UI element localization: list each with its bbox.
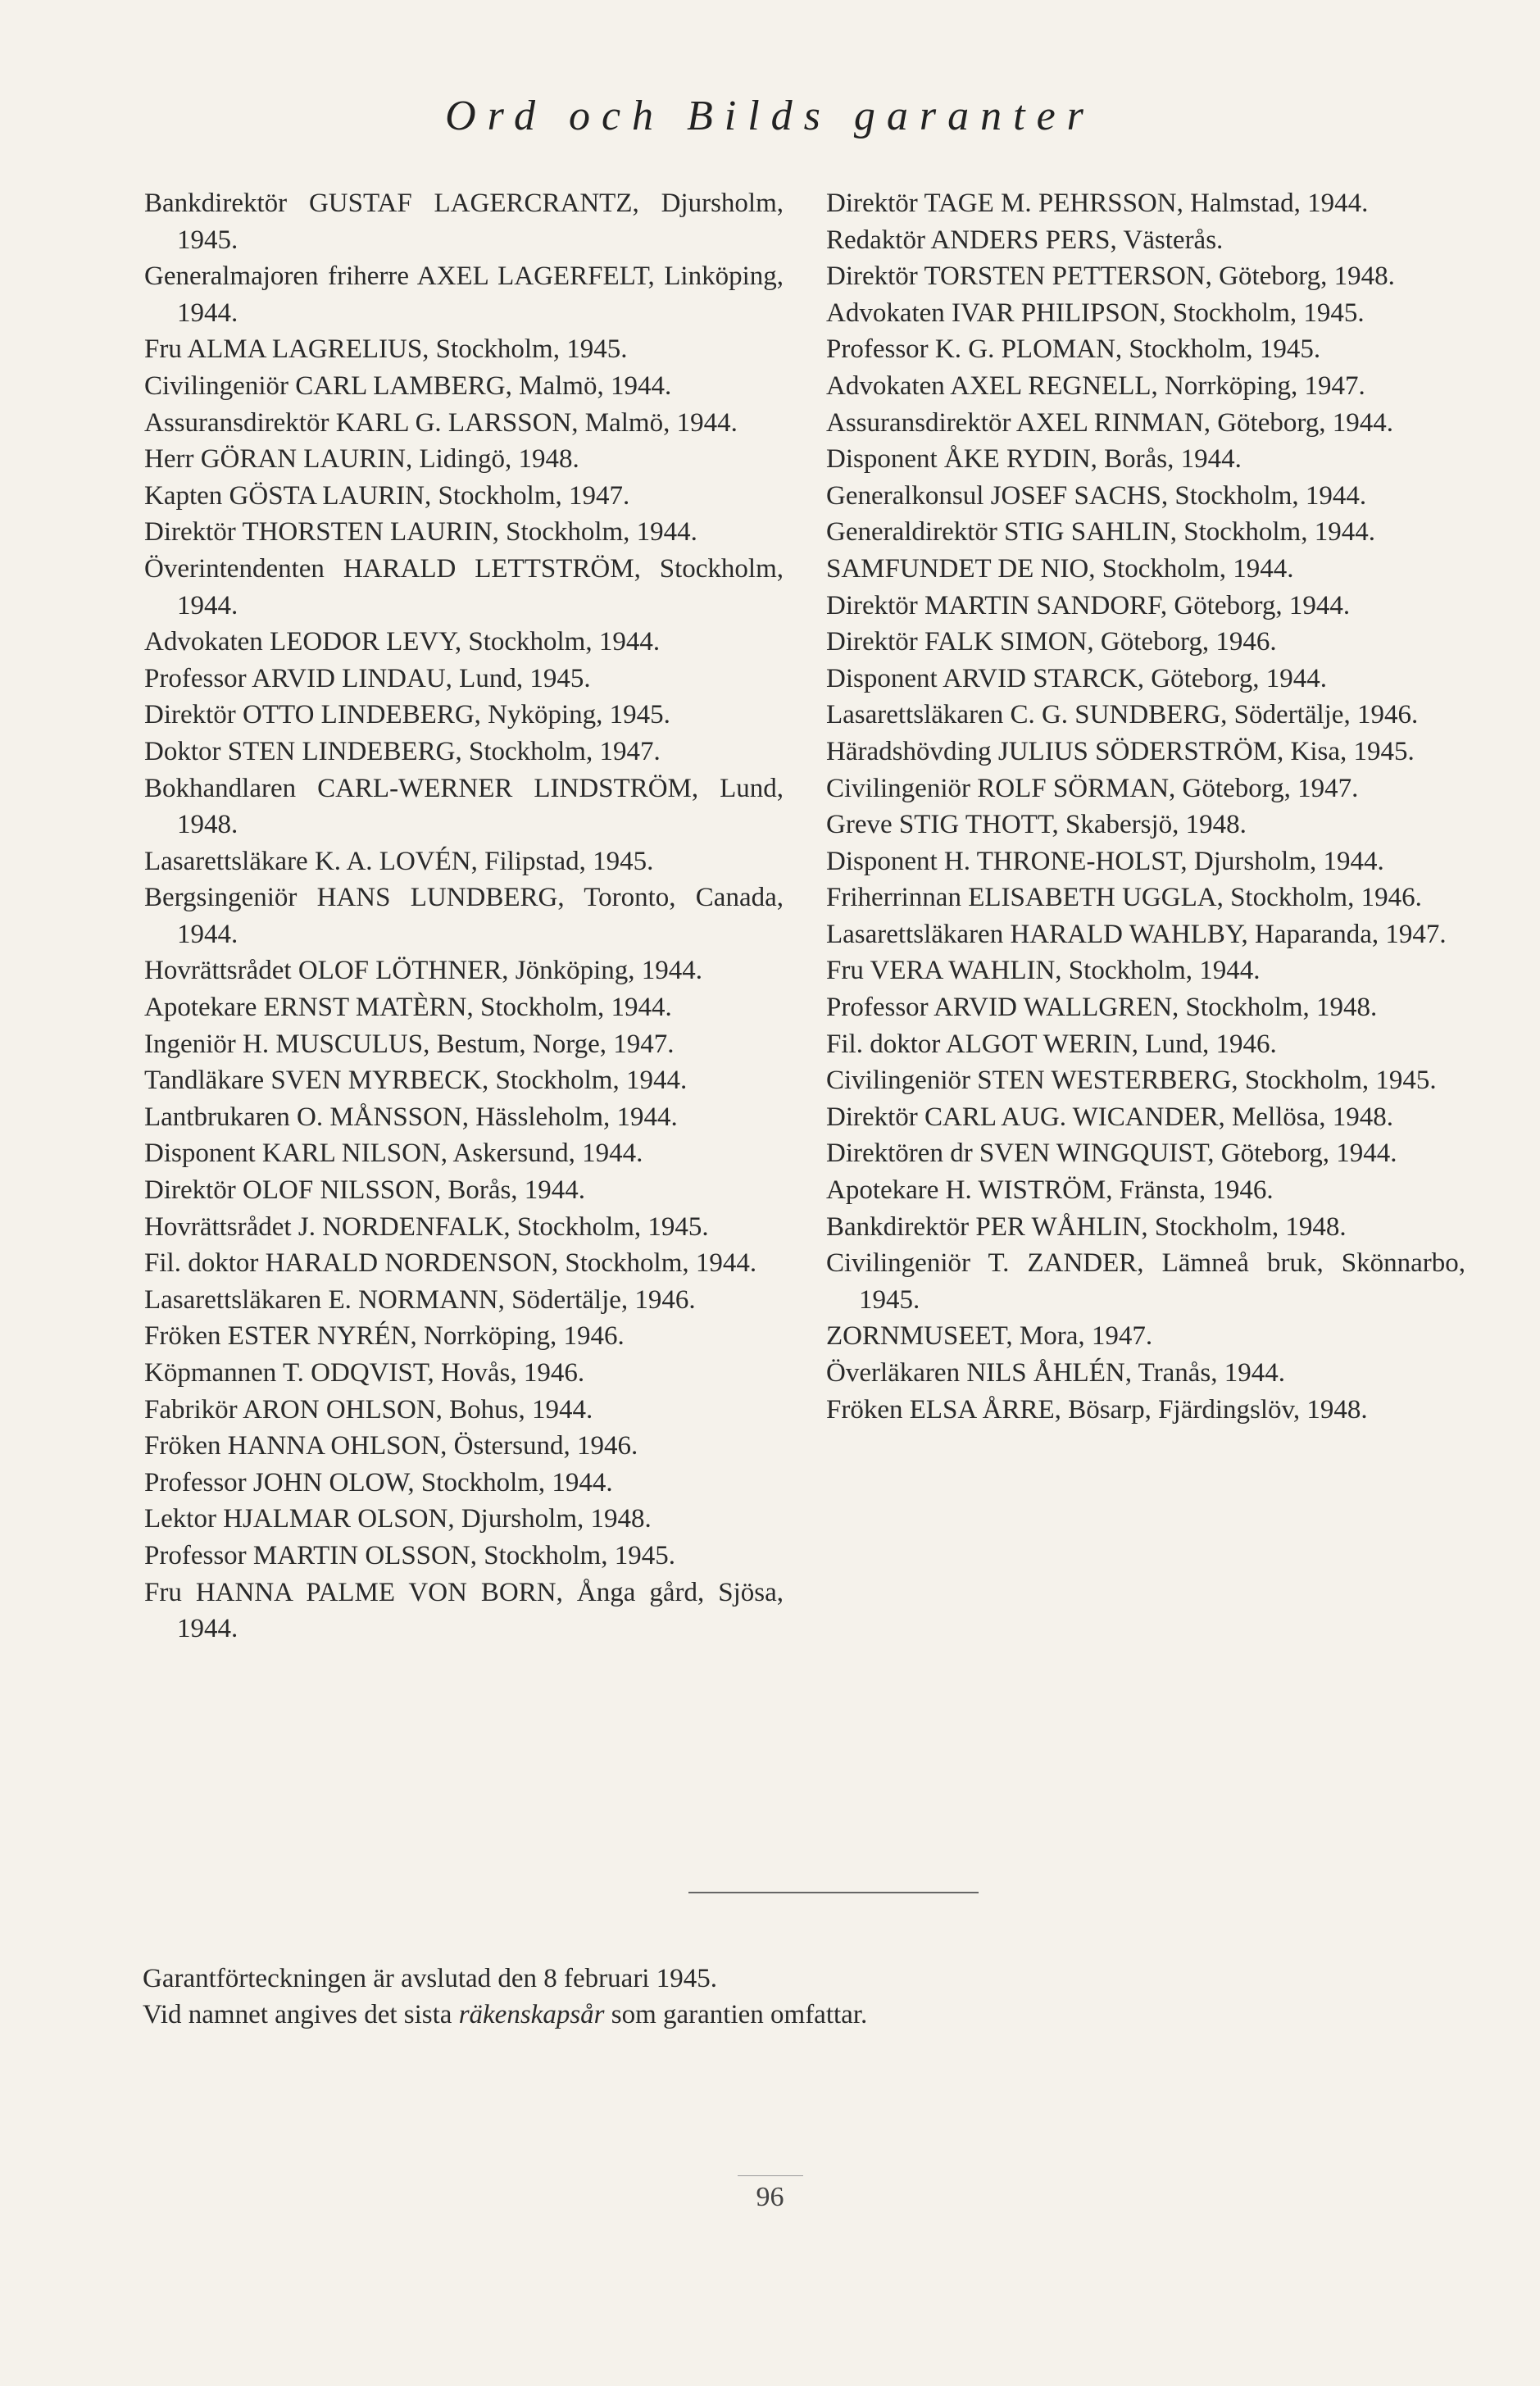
guarantor-entry: Disponent KARL NILSON, Askersund, 1944. (144, 1138, 643, 1169)
guarantor-entry: Apotekare ERNST MATÈRN, Stockholm, 1944. (144, 993, 672, 1023)
guarantor-entry: Lasarettsläkaren E. NORMANN, Södertälje, 1946. (144, 1284, 696, 1315)
page-number-rule (738, 2175, 803, 2176)
guarantor-entry: Fil. doktor HARALD NORDENSON, Stockholm, 1944. (144, 1248, 757, 1279)
guarantor-entry: Professor JOHN OLOW, Stockholm, 1944. (144, 1467, 613, 1497)
footnote-italic-term: räkenskapsår (458, 2000, 605, 2029)
guarantor-entry: Apotekare H. WISTRÖM, Fränsta, 1946. (826, 1175, 1274, 1206)
guarantor-entry: Häradshövding JULIUS SÖDERSTRÖM, Kisa, 1945. (826, 736, 1415, 766)
guarantor-entry: Disponent H. THRONE-HOLST, Djursholm, 1944. (826, 846, 1384, 876)
guarantor-entry: Advokaten LEODOR LEVY, Stockholm, 1944. (144, 627, 661, 657)
guarantor-entry: Fru ALMA LAGRELIUS, Stockholm, 1945. (144, 334, 628, 365)
guarantor-entry: Advokaten AXEL REGNELL, Norrköping, 1947. (826, 370, 1365, 401)
guarantor-entry: Disponent ÅKE RYDIN, Borås, 1944. (826, 444, 1242, 475)
guarantor-entry: Greve STIG THOTT, Skabersjö, 1948. (826, 810, 1247, 840)
guarantor-entry: Direktör THORSTEN LAURIN, Stockholm, 1944. (144, 517, 697, 548)
page-header-title: Ord och Bilds garanter (445, 93, 1095, 139)
guarantor-entry: Friherrinnan ELISABETH UGGLA, Stockholm, 1946. (826, 883, 1422, 913)
footnote-line-2-suffix: som garantien omfattar. (604, 2000, 868, 2029)
guarantor-entry: Redaktör ANDERS PERS, Västerås. (826, 225, 1224, 255)
guarantor-entry: Direktören dr SVEN WINGQUIST, Göteborg, 1944. (826, 1138, 1397, 1169)
guarantor-entry: Överintendenten HARALD LETTSTRÖM, Stockholm, 1944. (144, 553, 784, 620)
guarantor-entry: Generaldirektör STIG SAHLIN, Stockholm, 1944. (826, 517, 1375, 548)
guarantor-entry: Generalkonsul JOSEF SACHS, Stockholm, 1944. (826, 480, 1367, 511)
guarantor-entry: Hovrättsrådet J. NORDENFALK, Stockholm, 1945. (144, 1211, 709, 1242)
guarantor-entry: Bokhandlaren CARL-WERNER LINDSTRÖM, Lund, 1948. (144, 773, 784, 840)
footnote-line-2 (143, 1997, 1372, 2033)
guarantor-entry: Civilingeniör CARL LAMBERG, Malmö, 1944. (144, 370, 672, 401)
guarantor-entry: Lantbrukaren O. MÅNSSON, Hässleholm, 1944. (144, 1102, 678, 1132)
guarantor-entry: Lektor HJALMAR OLSON, Djursholm, 1948. (144, 1504, 652, 1534)
guarantor-entry: Fru HANNA PALME VON BORN, Ånga gård, Sjösa, 1944. (144, 1577, 784, 1644)
guarantor-entry: Assuransdirektör KARL G. LARSSON, Malmö, 1944. (144, 407, 738, 438)
guarantor-entry: Direktör FALK SIMON, Göteborg, 1946. (826, 627, 1277, 657)
divider (688, 1892, 979, 1893)
guarantor-entry: Direktör TAGE M. PEHRSSON, Halmstad, 1944. (826, 189, 1369, 218)
guarantor-entry: Lasarettsläkaren HARALD WAHLBY, Haparanda, 1947. (826, 919, 1447, 949)
guarantor-entry: Fröken HANNA OHLSON, Östersund, 1946. (144, 1431, 638, 1461)
guarantor-entry: Tandläkare SVEN MYRBECK, Stockholm, 1944. (144, 1066, 688, 1096)
guarantor-entry: Professor K. G. PLOMAN, Stockholm, 1945. (826, 334, 1321, 365)
guarantor-entry: Civilingeniör ROLF SÖRMAN, Göteborg, 1947. (826, 773, 1359, 803)
guarantor-entry: Fru VERA WAHLIN, Stockholm, 1944. (826, 956, 1261, 986)
guarantor-entry: Bankdirektör GUSTAF LAGERCRANTZ, Djursholm, 1945. (144, 189, 784, 255)
guarantor-entry: Ingeniör H. MUSCULUS, Bestum, Norge, 1947. (144, 1029, 675, 1059)
guarantor-entry: Disponent ARVID STARCK, Göteborg, 1944. (826, 663, 1328, 693)
guarantor-entry: Doktor STEN LINDEBERG, Stockholm, 1947. (144, 736, 661, 766)
guarantor-entry: Generalmajoren friherre AXEL LAGERFELT, Linköping, 1944. (144, 261, 784, 328)
guarantor-entry: ZORNMUSEET, Mora, 1947. (826, 1321, 1153, 1352)
guarantor-entry: Fröken ELSA ÅRRE, Bösarp, Fjärdingslöv, 1948. (826, 1394, 1368, 1425)
footnote-line-1: Garantförteckningen är avslutad den 8 februari 1945. (143, 1964, 717, 1993)
guarantor-entry: Direktör CARL AUG. WICANDER, Mellösa, 1948. (826, 1102, 1394, 1132)
guarantor-entry: Advokaten IVAR PHILIPSON, Stockholm, 1945. (826, 298, 1365, 328)
guarantor-list-left (144, 185, 784, 1647)
guarantor-entry: SAMFUNDET DE NIO, Stockholm, 1944. (826, 553, 1294, 584)
guarantor-entry: Assuransdirektör AXEL RINMAN, Göteborg, 1944. (826, 407, 1394, 438)
guarantor-entry: Direktör MARTIN SANDORF, Göteborg, 1944. (826, 590, 1351, 620)
guarantor-entry: Direktör OTTO LINDEBERG, Nyköping, 1945. (144, 700, 670, 730)
guarantor-entry: Överläkaren NILS ÅHLÉN, Tranås, 1944. (826, 1358, 1285, 1388)
guarantor-entry: Kapten GÖSTA LAURIN, Stockholm, 1947. (144, 480, 630, 511)
guarantor-entry: Fil. doktor ALGOT WERIN, Lund, 1946. (826, 1029, 1277, 1059)
guarantor-entry: Fabrikör ARON OHLSON, Bohus, 1944. (144, 1394, 593, 1425)
footnote-line-2-prefix: Vid namnet angives det sista (143, 2000, 459, 2029)
guarantor-entry: Köpmannen T. ODQVIST, Hovås, 1946. (144, 1358, 585, 1388)
guarantor-entry: Direktör OLOF NILSSON, Borås, 1944. (144, 1175, 586, 1206)
guarantor-entry: Professor ARVID WALLGREN, Stockholm, 1948. (826, 993, 1378, 1023)
guarantor-entry: Fröken ESTER NYRÉN, Norrköping, 1946. (144, 1321, 625, 1352)
guarantor-list-right (826, 185, 1465, 1428)
guarantor-entry: Lasarettsläkare K. A. LOVÉN, Filipstad, 1945. (144, 846, 654, 876)
guarantor-entry: Professor MARTIN OLSSON, Stockholm, 1945. (144, 1540, 675, 1570)
guarantor-entry: Herr GÖRAN LAURIN, Lidingö, 1948. (144, 444, 579, 475)
guarantor-entry: Lasarettsläkaren C. G. SUNDBERG, Södertälje, 1946. (826, 700, 1419, 730)
guarantor-entry: Bankdirektör PER WÅHLIN, Stockholm, 1948. (826, 1211, 1347, 1242)
guarantor-entry: Civilingeniör STEN WESTERBERG, Stockholm, 1945. (826, 1066, 1437, 1096)
guarantor-entry: Hovrättsrådet OLOF LÖTHNER, Jönköping, 1944. (144, 956, 703, 986)
guarantor-entry: Professor ARVID LINDAU, Lund, 1945. (144, 663, 591, 693)
guarantor-entry: Direktör TORSTEN PETTERSON, Göteborg, 1948. (826, 261, 1395, 292)
guarantor-entry: Civilingeniör T. ZANDER, Lämneå bruk, Skönnarbo, 1945. (826, 1248, 1465, 1315)
page-number: 96 (756, 2182, 784, 2212)
guarantor-entry: Bergsingeniör HANS LUNDBERG, Toronto, Canada, 1944. (144, 883, 784, 949)
